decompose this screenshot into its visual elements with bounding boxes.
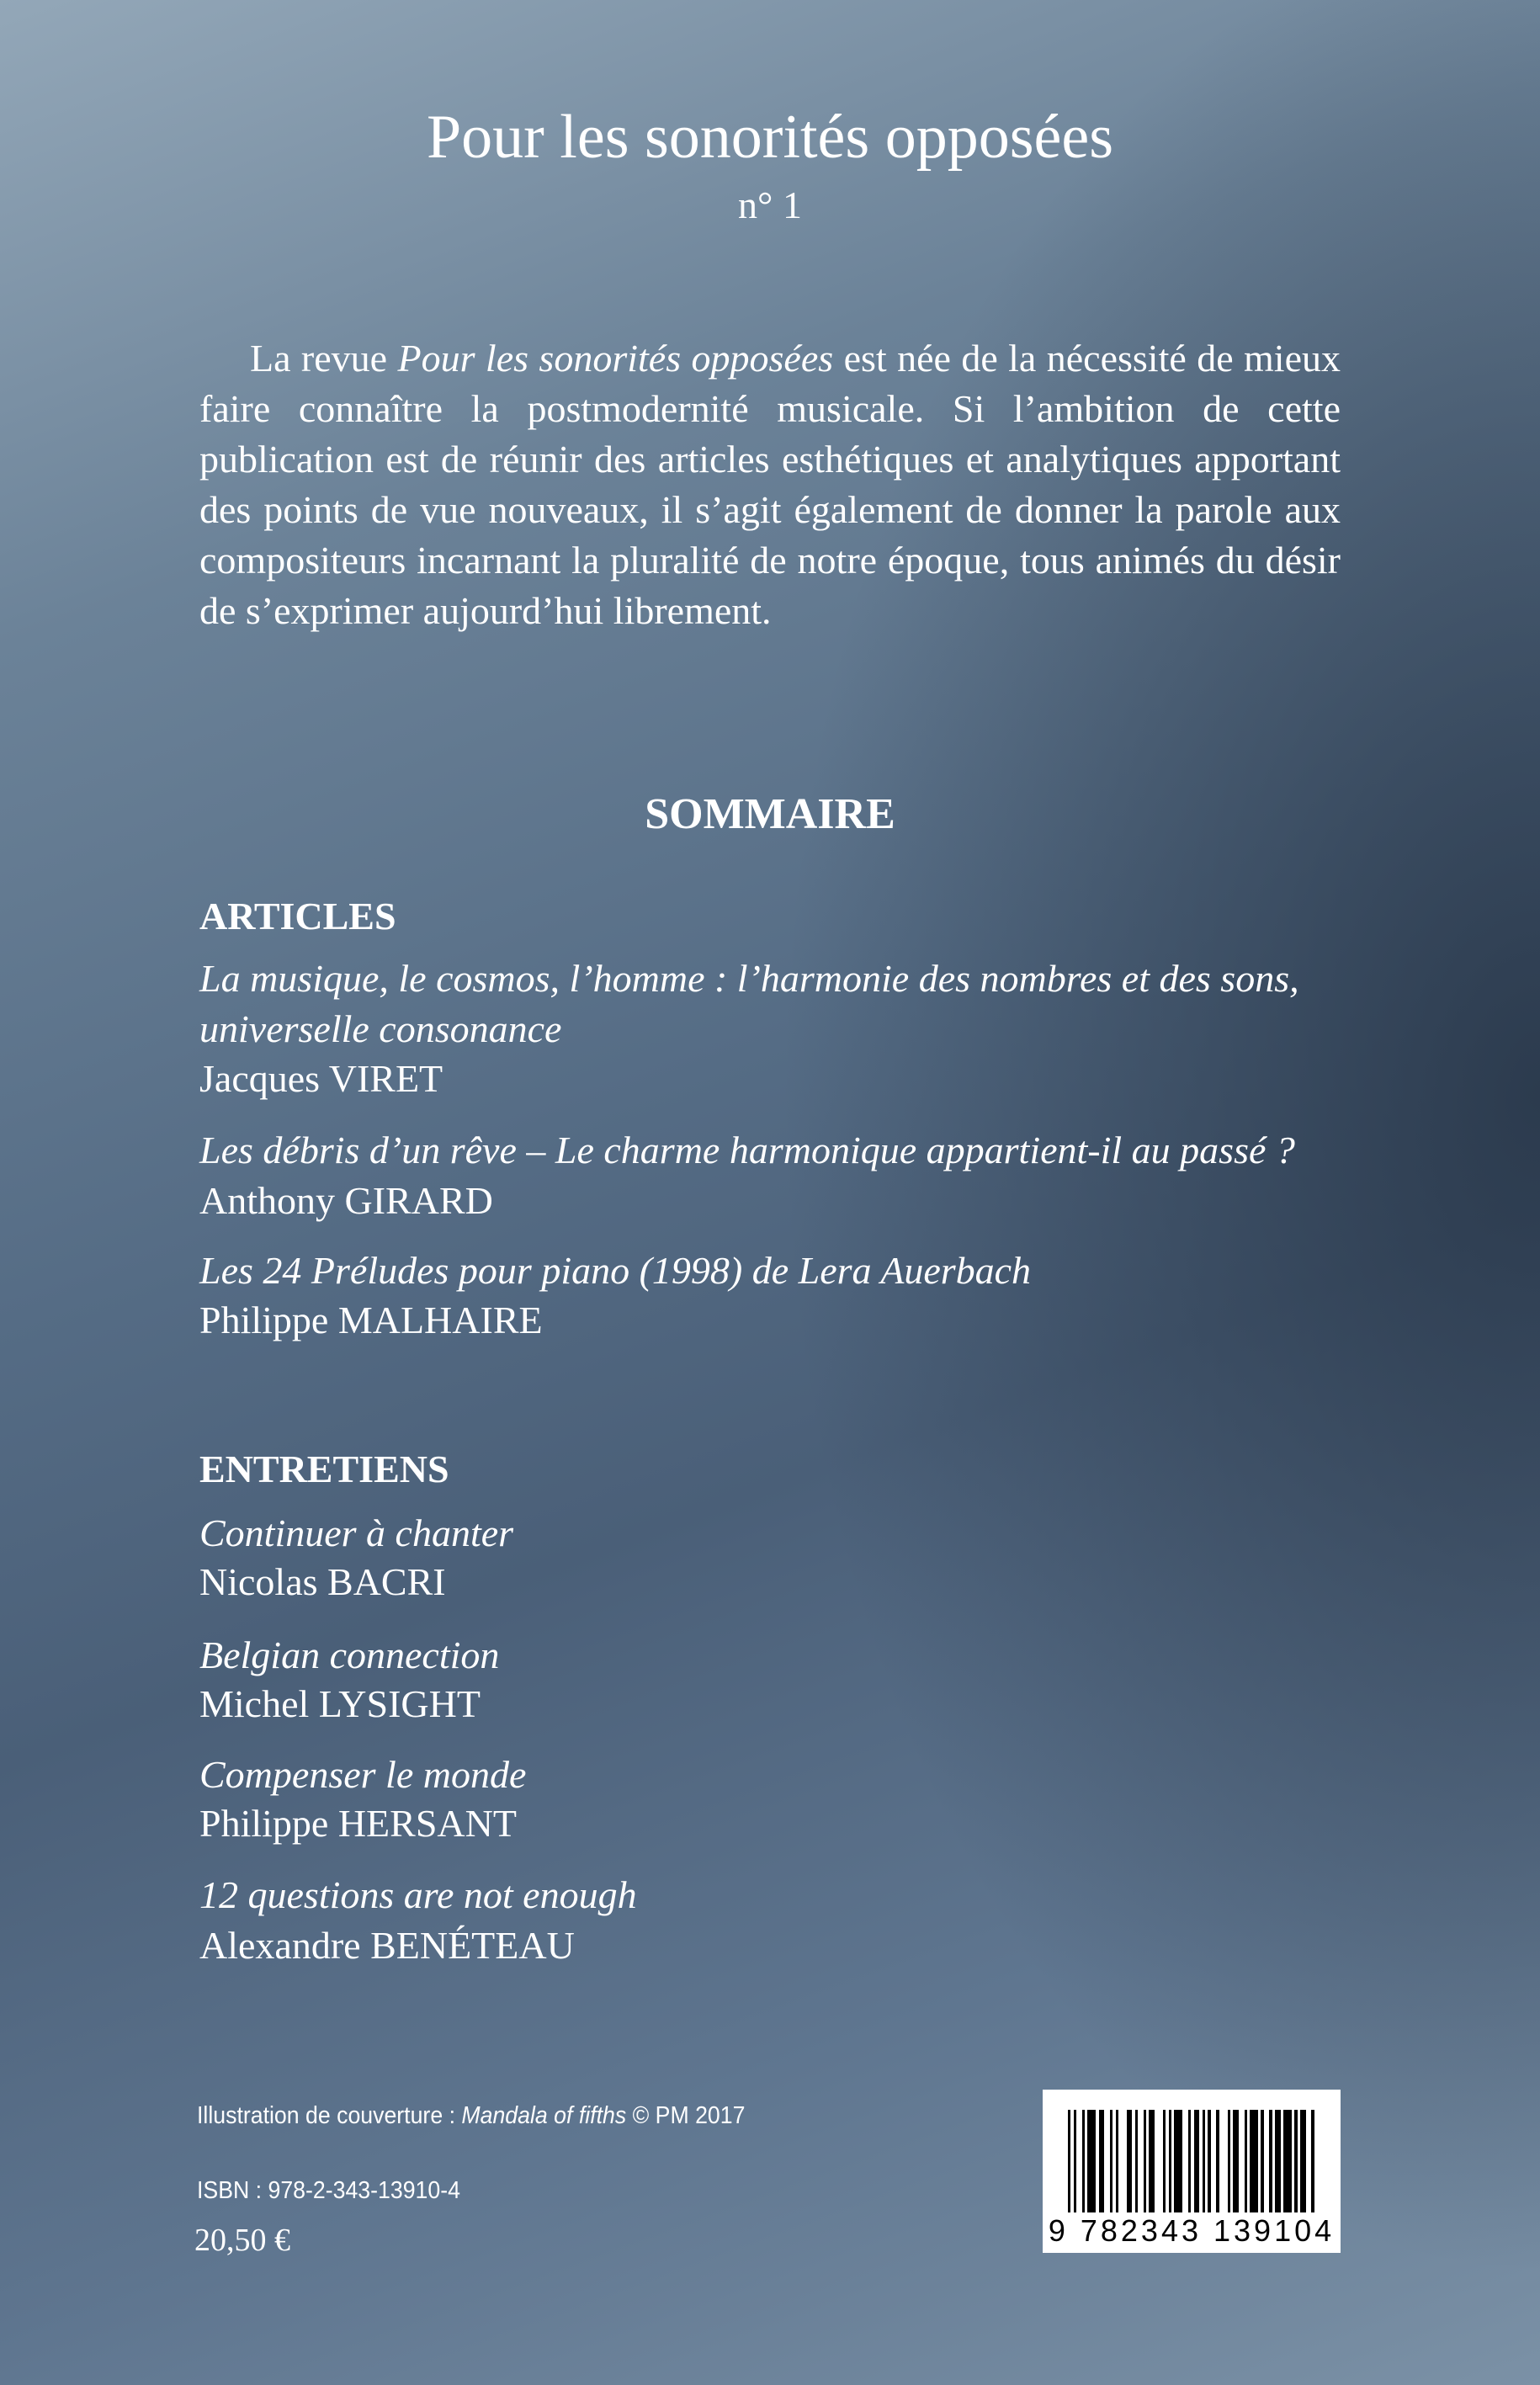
barcode-bar xyxy=(1127,2110,1133,2212)
interview-author: Michel LYSIGHT xyxy=(199,1682,481,1725)
barcode-number: 9 782343 139104 xyxy=(1048,2213,1336,2248)
article-title: Les débris d’un rêve – Le charme harmonique appartient-il au passé ? xyxy=(199,1129,1295,1171)
entretiens-heading: ENTRETIENS xyxy=(199,1447,449,1490)
barcode-bar xyxy=(1194,2110,1200,2212)
barcode-bar xyxy=(1174,2110,1182,2212)
issue-number: n° 1 xyxy=(738,183,802,226)
barcode-bar xyxy=(1110,2110,1113,2212)
intro-journal-title: Pour les sonorités opposées xyxy=(397,337,834,380)
illustration-title: Mandala of fifths xyxy=(461,2102,627,2129)
intro-paragraph xyxy=(199,333,1341,636)
articles-heading: ARTICLES xyxy=(199,895,396,938)
barcode-bar xyxy=(1203,2110,1205,2212)
barcode-bar xyxy=(1233,2110,1239,2212)
interview-author: Philippe HERSANT xyxy=(199,1802,517,1845)
barcode-bar xyxy=(1294,2110,1297,2212)
sommaire-heading: SOMMAIRE xyxy=(645,790,895,838)
barcode-bar xyxy=(1311,2110,1314,2212)
barcode-bar xyxy=(1245,2110,1247,2212)
illustration-label: Illustration de couverture : xyxy=(197,2102,462,2129)
article-author: Anthony GIRARD xyxy=(199,1179,493,1222)
article-title: La musique, le cosmos, l’homme : l’harmonie des nombres et des sons, xyxy=(199,957,1299,1000)
barcode-bar xyxy=(1163,2110,1166,2212)
barcode-bar xyxy=(1283,2110,1292,2212)
barcode-bar xyxy=(1068,2110,1070,2212)
barcode-bar xyxy=(1216,2110,1219,2212)
interview-title: Belgian connection xyxy=(199,1633,500,1676)
barcode-bar xyxy=(1144,2110,1146,2212)
barcode-bars xyxy=(1068,2110,1317,2212)
article-author: Jacques VIRET xyxy=(199,1057,443,1100)
intro-rest: est née de la nécessité de mieux faire connaître la postmodernité musicale. Si l’ambition de cette publication est de réunir des articles esthétiques et analytiques apportant des points de vue nouveaux, il s’agit également de donner la parole aux compositeurs incarnant la pluralité de notre époque, tous animés du désir de s’exprimer aujourd’hui librement. xyxy=(199,337,1341,632)
article-title-cont: universelle consonance xyxy=(199,1007,562,1050)
interview-title: Compenser le monde xyxy=(199,1753,527,1796)
barcode-bar xyxy=(1135,2110,1138,2212)
interview-title: 12 questions are not enough xyxy=(199,1873,637,1916)
barcode-bar xyxy=(1169,2110,1171,2212)
interview-author: Nicolas BACRI xyxy=(199,1560,446,1603)
barcode-bar xyxy=(1082,2110,1085,2212)
barcode-bar xyxy=(1188,2110,1191,2212)
barcode-bar xyxy=(1074,2110,1076,2212)
barcode-bar xyxy=(1228,2110,1230,2212)
book-title: Pour les sonorités opposées xyxy=(427,103,1113,172)
barcode xyxy=(1043,2090,1341,2253)
interview-author: Alexandre BENÉTEAU xyxy=(199,1924,575,1967)
article-title: Les 24 Préludes pour piano (1998) de Lera Auerbach xyxy=(199,1249,1032,1292)
article-author: Philippe MALHAIRE xyxy=(199,1299,543,1341)
barcode-bar xyxy=(1250,2110,1258,2212)
barcode-bar xyxy=(1269,2110,1272,2212)
barcode-bar xyxy=(1099,2110,1105,2212)
barcode-bar xyxy=(1261,2110,1263,2212)
barcode-bar xyxy=(1087,2110,1096,2212)
interview-title: Continuer à chanter xyxy=(199,1511,514,1554)
intro-lead: La revue xyxy=(250,337,398,380)
barcode-bar xyxy=(1116,2110,1118,2212)
illustration-credit xyxy=(197,2099,745,2133)
barcode-bar xyxy=(1208,2110,1210,2212)
isbn: ISBN : 978-2-343-13910-4 xyxy=(197,2177,460,2204)
barcode-bar xyxy=(1275,2110,1281,2212)
price: 20,50 € xyxy=(194,2223,290,2258)
barcode-bar xyxy=(1149,2110,1155,2212)
barcode-bar xyxy=(1300,2110,1306,2212)
illustration-copyright: © PM 2017 xyxy=(626,2102,746,2129)
